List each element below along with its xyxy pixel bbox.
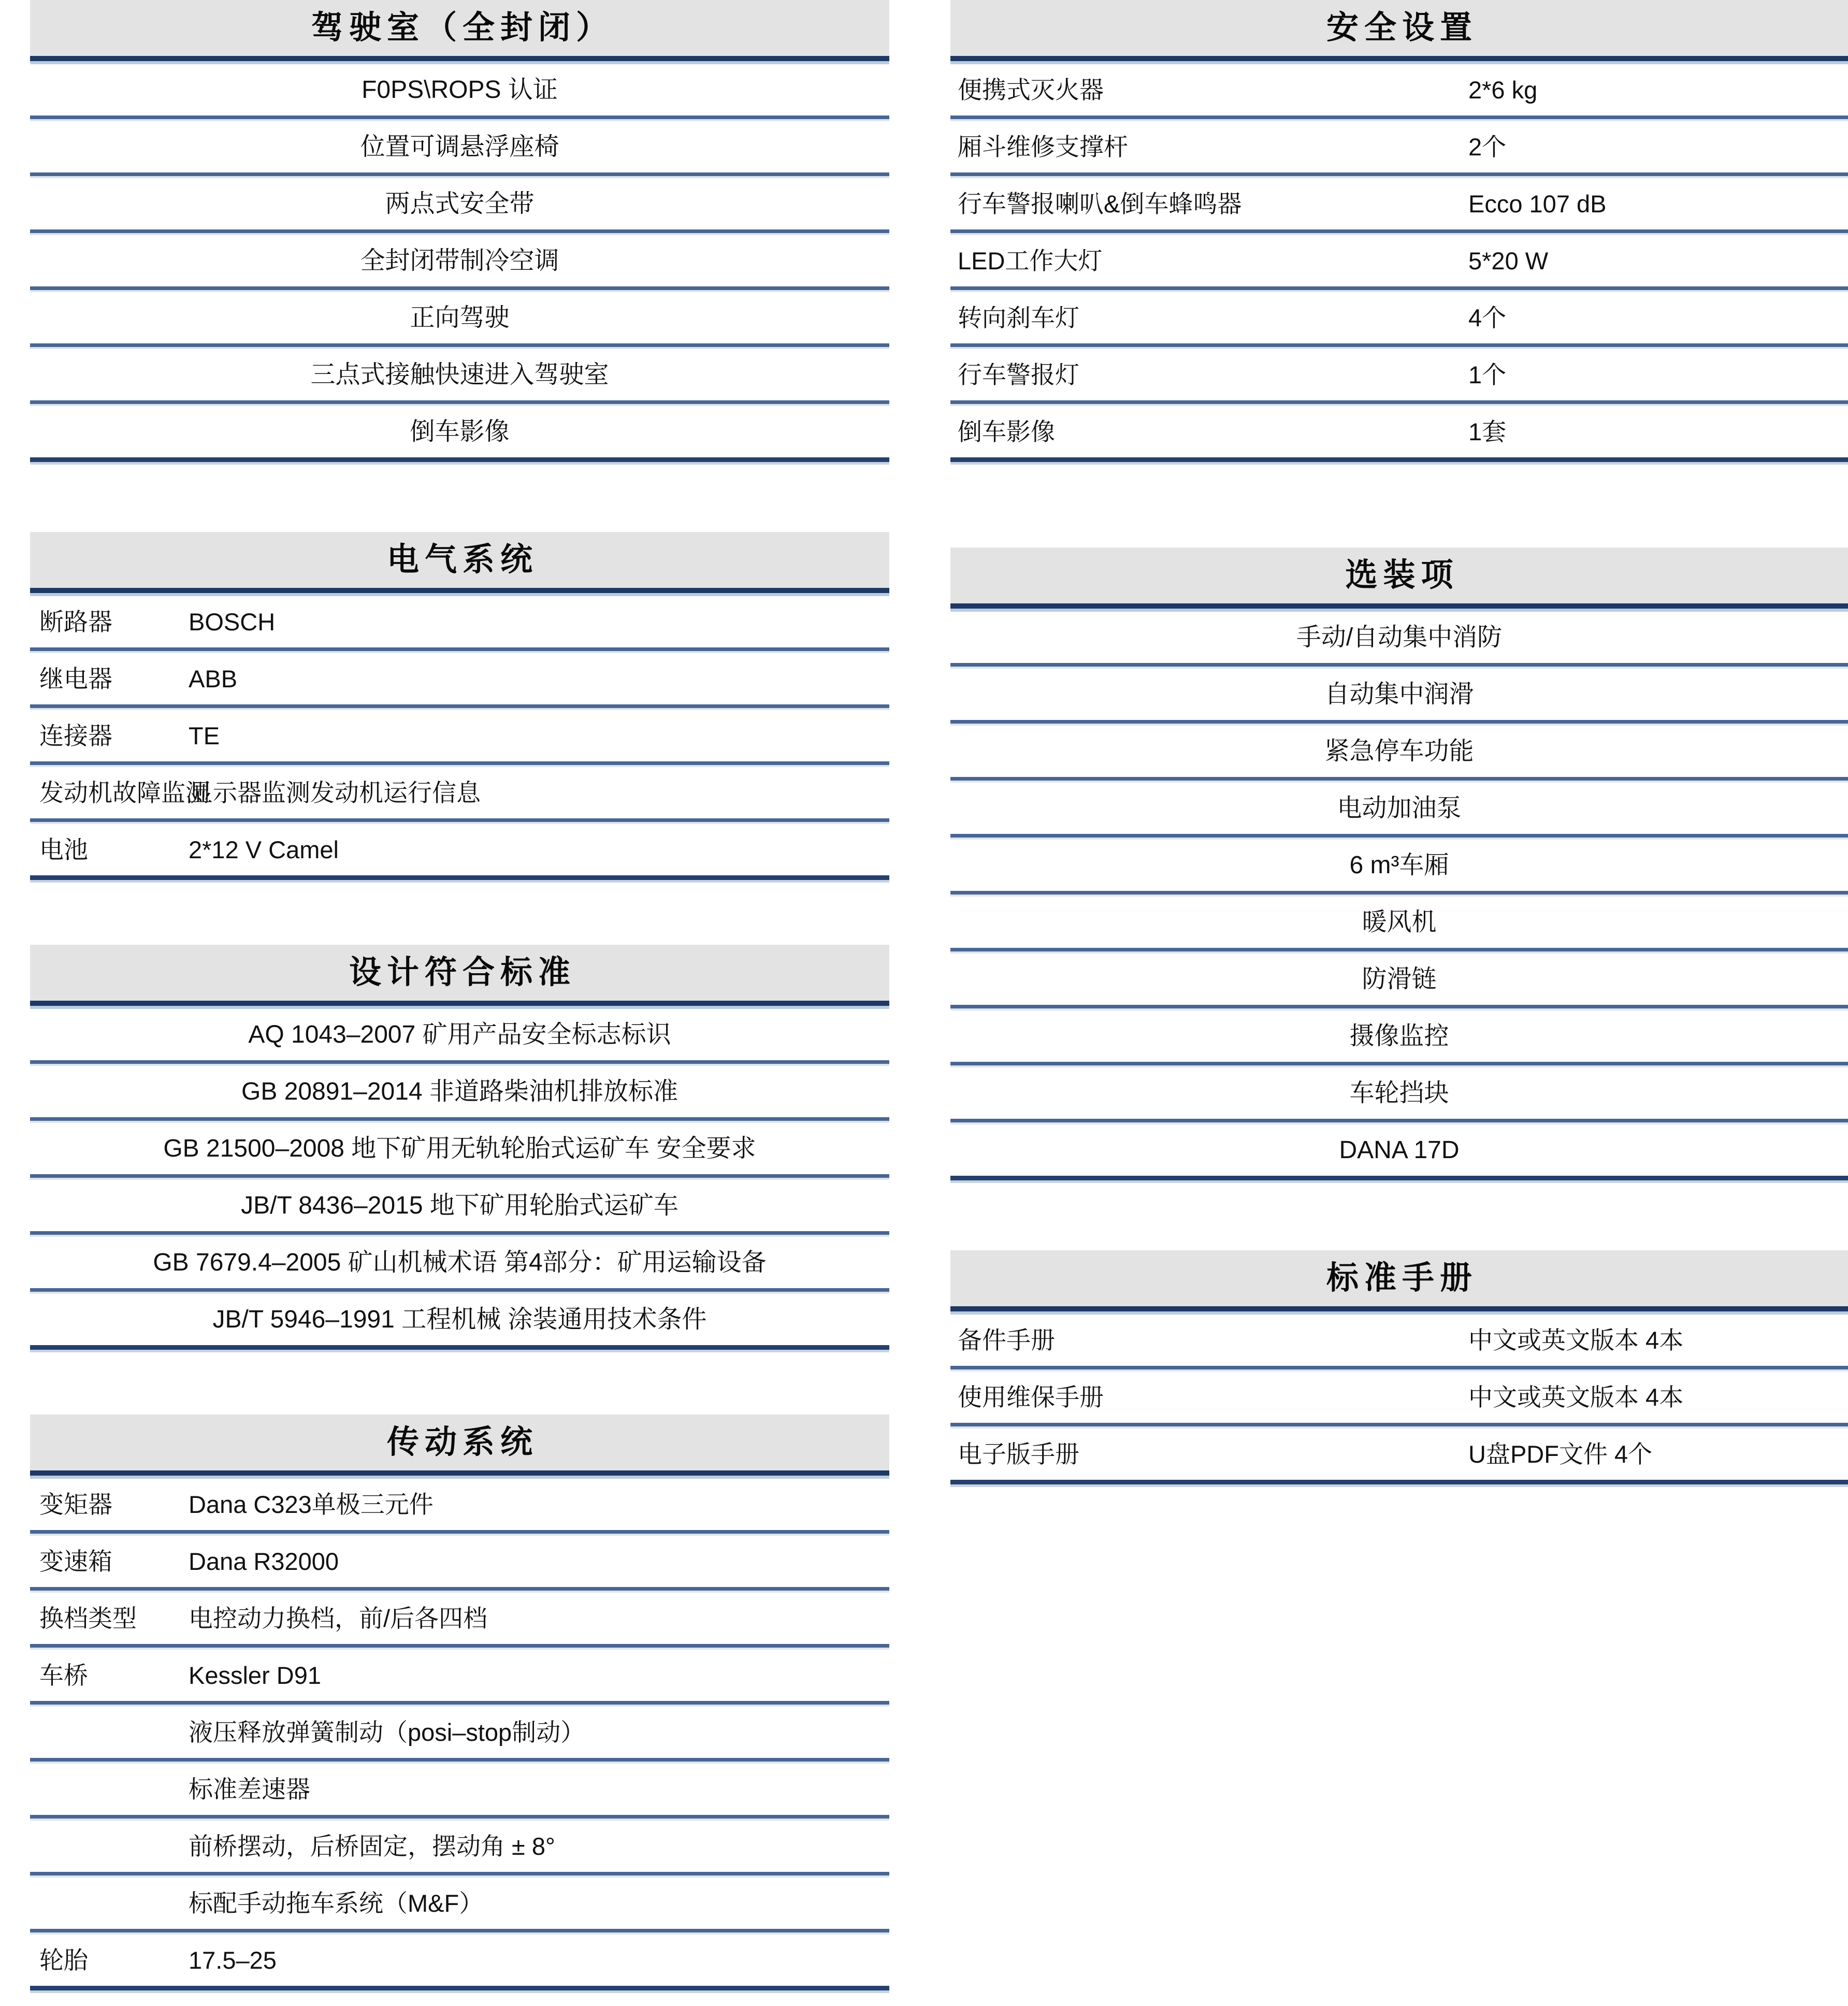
row-label: 行车警报喇叭&倒车蜂鸣器 <box>958 190 1242 218</box>
row-text: 紧急停车功能 <box>1324 737 1474 765</box>
row-rule <box>950 663 1848 669</box>
row-rule <box>30 704 889 710</box>
row-value: 4个 <box>1468 304 1507 331</box>
section-header-manuals <box>950 1250 1848 1306</box>
section-title-safety: 安全设置 <box>1326 10 1478 46</box>
row-rule <box>950 400 1848 406</box>
table-row <box>30 178 889 229</box>
footer-rule <box>30 1986 889 1993</box>
row-label: 转向刹车灯 <box>958 304 1079 331</box>
row-label: 换档类型 <box>39 1605 137 1632</box>
table-row <box>950 64 1848 116</box>
table-row <box>30 121 889 172</box>
row-label: 便携式灭火器 <box>958 76 1104 104</box>
row-rule <box>30 1231 889 1237</box>
row-rule <box>950 891 1848 897</box>
row-value: 1个 <box>1468 361 1507 388</box>
row-value: ABB <box>189 665 238 692</box>
row-rule <box>30 286 889 292</box>
table-row <box>950 726 1848 777</box>
table-row <box>30 824 889 875</box>
row-rule <box>950 777 1848 783</box>
row-text: 位置可调悬浮座椅 <box>360 133 559 161</box>
table-row <box>950 1372 1848 1423</box>
header-rule <box>30 588 889 596</box>
row-value: 2*12 V Camel <box>189 836 339 863</box>
row-value: 前桥摆动，后桥固定，摆动角 ± 8° <box>189 1832 555 1860</box>
row-label: 行车警报灯 <box>958 361 1079 388</box>
section-title-manuals: 标准手册 <box>1326 1260 1478 1296</box>
row-rule <box>30 1644 889 1650</box>
row-label: 电子版手册 <box>958 1440 1079 1468</box>
table-row <box>30 1237 889 1288</box>
row-value: Kessler D91 <box>189 1662 321 1689</box>
table-row <box>30 1123 889 1174</box>
row-rule <box>30 172 889 178</box>
row-label: LED工作大灯 <box>958 247 1103 275</box>
table-row <box>30 1935 889 1986</box>
row-rule <box>30 1117 889 1123</box>
row-text: 倒车影像 <box>410 417 510 445</box>
row-value: 电控动力换档，前/后各四档 <box>189 1605 488 1632</box>
section-header-cab <box>30 0 889 56</box>
row-rule <box>950 948 1848 954</box>
row-rule <box>30 818 889 824</box>
table-row <box>950 178 1848 229</box>
row-rule <box>30 1701 889 1707</box>
row-label: 发动机故障监测 <box>39 779 210 806</box>
footer-rule <box>30 1345 889 1352</box>
table-row <box>30 235 889 286</box>
left-column <box>0 0 889 1993</box>
table-row <box>30 1479 889 1530</box>
section-title-electrical: 电气系统 <box>386 542 538 578</box>
row-label: 使用维保手册 <box>958 1383 1104 1411</box>
row-text: JB/T 8436–2015 地下矿用轮胎式运矿车 <box>241 1191 678 1219</box>
table-row <box>950 121 1848 172</box>
row-rule <box>950 343 1848 349</box>
table-row <box>30 596 889 647</box>
row-value: 中文或英文版本 4本 <box>1468 1383 1684 1411</box>
row-value: TE <box>189 722 220 749</box>
footer-rule <box>950 457 1848 465</box>
table-row <box>950 897 1848 948</box>
row-rule <box>30 1929 889 1935</box>
footer-rule <box>30 457 889 465</box>
row-rule <box>30 647 889 653</box>
section-cab <box>30 0 889 465</box>
row-text: 电动加油泵 <box>1337 794 1462 822</box>
section-manuals <box>950 1250 1848 1487</box>
section-title-design-standards: 设计符合标准 <box>349 955 576 990</box>
table-row <box>950 349 1848 400</box>
header-rule <box>30 1470 889 1479</box>
table-row <box>30 1180 889 1231</box>
footer-rule <box>950 1176 1848 1183</box>
section-header-safety <box>950 0 1848 56</box>
table-row <box>950 840 1848 891</box>
section-options <box>950 547 1848 1183</box>
row-rule <box>30 1758 889 1764</box>
row-text: 全封闭带制冷空调 <box>360 247 559 275</box>
row-text: 车轮挡块 <box>1349 1079 1449 1107</box>
row-rule <box>30 1288 889 1294</box>
section-header-options <box>950 547 1848 603</box>
section-transmission <box>30 1415 889 1993</box>
section-design-standards <box>30 945 889 1352</box>
row-value: 标准差速器 <box>189 1776 310 1803</box>
row-rule <box>950 720 1848 726</box>
row-value: 标配手动拖车系统（M&F） <box>189 1889 484 1917</box>
section-header-electrical <box>30 532 889 588</box>
table-row <box>950 292 1848 343</box>
table-row <box>30 292 889 343</box>
header-rule <box>950 56 1848 64</box>
row-value: Dana R32000 <box>189 1548 339 1575</box>
table-row <box>950 1067 1848 1119</box>
row-label: 厢斗维修支撑杆 <box>958 133 1128 161</box>
footer-rule <box>950 1480 1848 1487</box>
row-value: 1套 <box>1468 418 1507 445</box>
table-row <box>30 1878 889 1929</box>
header-rule <box>950 1306 1848 1315</box>
row-text: 三点式接触快速进入驾驶室 <box>310 360 609 388</box>
row-value: U盘PDF文件 4个 <box>1468 1440 1653 1468</box>
table-row <box>30 1821 889 1872</box>
row-value: 液压释放弹簧制动（posi–stop制动） <box>189 1719 585 1746</box>
section-header-transmission <box>30 1415 889 1470</box>
table-row <box>30 1066 889 1117</box>
table-row <box>30 1764 889 1815</box>
row-rule <box>950 1005 1848 1011</box>
row-value: 2个 <box>1468 133 1507 161</box>
row-value: 中文或英文版本 4本 <box>1468 1326 1684 1354</box>
row-rule <box>30 1872 889 1878</box>
section-title-transmission: 传动系统 <box>386 1424 538 1460</box>
row-rule <box>30 1587 889 1593</box>
row-rule <box>30 116 889 121</box>
table-row <box>30 1707 889 1758</box>
row-text: AQ 1043–2007 矿用产品安全标志标识 <box>248 1020 671 1048</box>
row-label: 车桥 <box>39 1662 88 1689</box>
row-rule <box>30 761 889 767</box>
table-row <box>30 349 889 400</box>
row-rule <box>950 1062 1848 1067</box>
row-text: GB 21500–2008 地下矿用无轨轮胎式运矿车 安全要求 <box>163 1134 756 1162</box>
row-text: GB 7679.4–2005 矿山机械术语 第4部分：矿用运输设备 <box>153 1248 767 1276</box>
section-header-design-standards <box>30 945 889 1001</box>
row-label: 电池 <box>39 836 88 863</box>
row-value: 2*6 kg <box>1468 76 1538 104</box>
row-value: Ecco 107 dB <box>1468 190 1607 218</box>
row-rule <box>950 229 1848 235</box>
row-text: 两点式安全带 <box>385 190 535 218</box>
right-column <box>889 0 1848 1487</box>
row-label: 变速箱 <box>39 1548 112 1575</box>
row-rule <box>950 1366 1848 1372</box>
header-rule <box>950 603 1848 612</box>
table-row <box>950 1124 1848 1176</box>
row-rule <box>950 834 1848 840</box>
table-row <box>30 406 889 457</box>
section-safety <box>950 0 1848 465</box>
row-rule <box>30 1174 889 1180</box>
row-text: F0PS\ROPS 认证 <box>362 76 558 104</box>
footer-rule <box>30 875 889 883</box>
row-text: JB/T 5946–1991 工程机械 涂装通用技术条件 <box>212 1305 707 1333</box>
row-label: 断路器 <box>39 608 112 636</box>
row-text: 摄像监控 <box>1349 1022 1449 1050</box>
table-row <box>950 406 1848 457</box>
table-row <box>950 1011 1848 1062</box>
table-row <box>30 1650 889 1701</box>
table-row <box>30 767 889 818</box>
row-value: BOSCH <box>189 608 276 636</box>
section-electrical <box>30 532 889 883</box>
table-row <box>950 783 1848 834</box>
row-rule <box>30 343 889 349</box>
table-row <box>950 612 1848 663</box>
row-rule <box>950 172 1848 178</box>
table-row <box>950 669 1848 720</box>
row-text: 正向驾驶 <box>410 304 510 331</box>
section-title-cab: 驾驶室（全封闭） <box>311 10 614 46</box>
row-rule <box>30 1815 889 1821</box>
row-rule <box>950 1423 1848 1428</box>
row-label: 变矩器 <box>39 1491 112 1518</box>
table-row <box>950 1428 1848 1480</box>
row-text: GB 20891–2014 非道路柴油机排放标准 <box>241 1077 678 1105</box>
table-row <box>30 1593 889 1644</box>
table-row <box>950 235 1848 286</box>
table-row <box>30 710 889 761</box>
row-text: 手动/自动集中消防 <box>1296 623 1503 651</box>
row-rule <box>30 400 889 406</box>
table-row <box>30 1009 889 1060</box>
table-row <box>30 1294 889 1345</box>
row-rule <box>950 286 1848 292</box>
row-text: 自动集中润滑 <box>1324 680 1474 708</box>
header-rule <box>30 1001 889 1009</box>
row-value: 17.5–25 <box>189 1946 277 1974</box>
row-text: 6 m³车厢 <box>1349 851 1449 879</box>
row-rule <box>30 229 889 235</box>
row-rule <box>950 1119 1848 1124</box>
row-text: 暖风机 <box>1362 908 1437 936</box>
row-rule <box>950 116 1848 121</box>
row-label: 连接器 <box>39 722 112 749</box>
table-row <box>30 653 889 704</box>
row-label: 轮胎 <box>39 1946 88 1974</box>
table-row <box>30 64 889 116</box>
row-label: 备件手册 <box>958 1326 1055 1354</box>
section-title-options: 选装项 <box>1345 557 1459 593</box>
row-text: 防滑链 <box>1362 965 1437 993</box>
table-row <box>950 1315 1848 1366</box>
row-value: Dana C323单极三元件 <box>189 1491 434 1518</box>
row-rule <box>30 1060 889 1066</box>
table-row <box>950 954 1848 1005</box>
header-rule <box>30 56 889 64</box>
row-value: 显示器监测发动机运行信息 <box>189 779 481 806</box>
row-label: 继电器 <box>39 665 112 692</box>
table-row <box>30 1536 889 1587</box>
row-rule <box>30 1530 889 1536</box>
row-label: 倒车影像 <box>958 418 1055 445</box>
row-value: 5*20 W <box>1468 247 1549 275</box>
row-text: DANA 17D <box>1339 1136 1460 1164</box>
